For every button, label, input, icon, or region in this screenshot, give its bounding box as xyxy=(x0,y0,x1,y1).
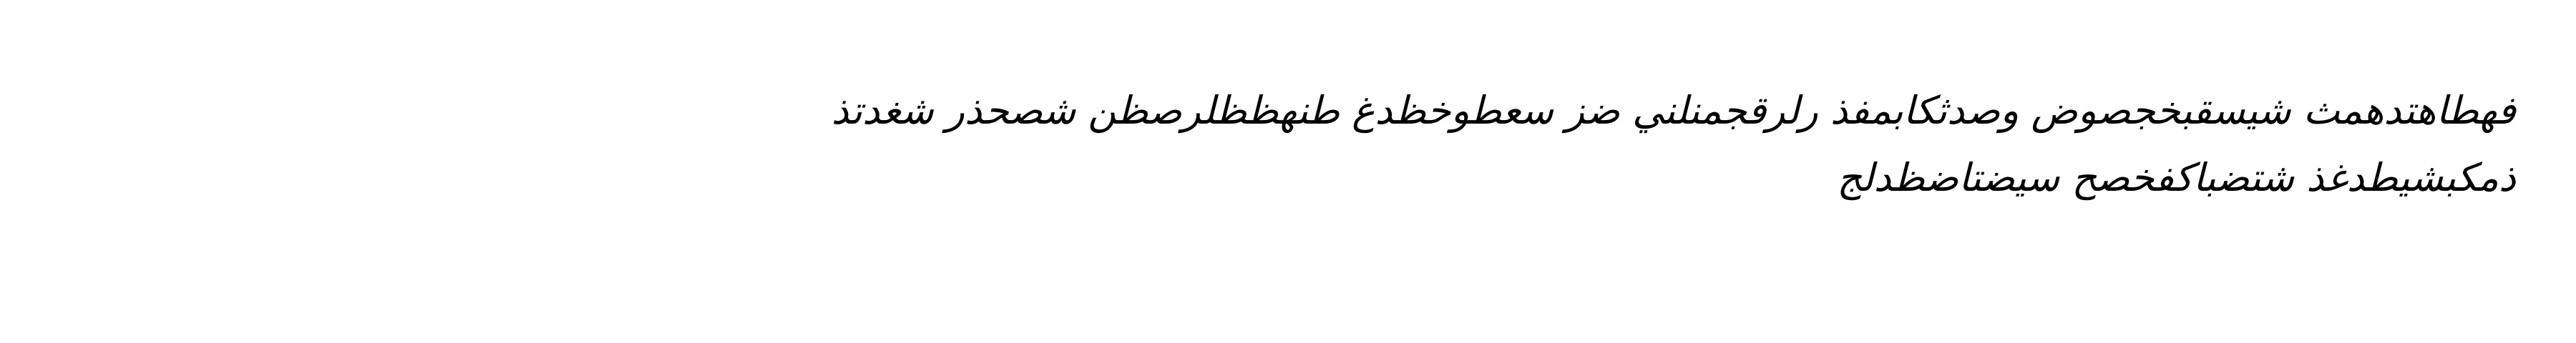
text-line-2: ذمكبشيطدغذ شتضباكفخصح سيضتاضظدلج xyxy=(1837,155,2516,200)
arabic-text-block xyxy=(312,77,2516,212)
text-line-1: فهطاهتدهمث شيسقبخجصوض وصدثكابمفذ رلرقجمنلني ضز سعطوخظدغ طنهظظلرصظن شصحذر شغدتذ xyxy=(831,88,2516,133)
